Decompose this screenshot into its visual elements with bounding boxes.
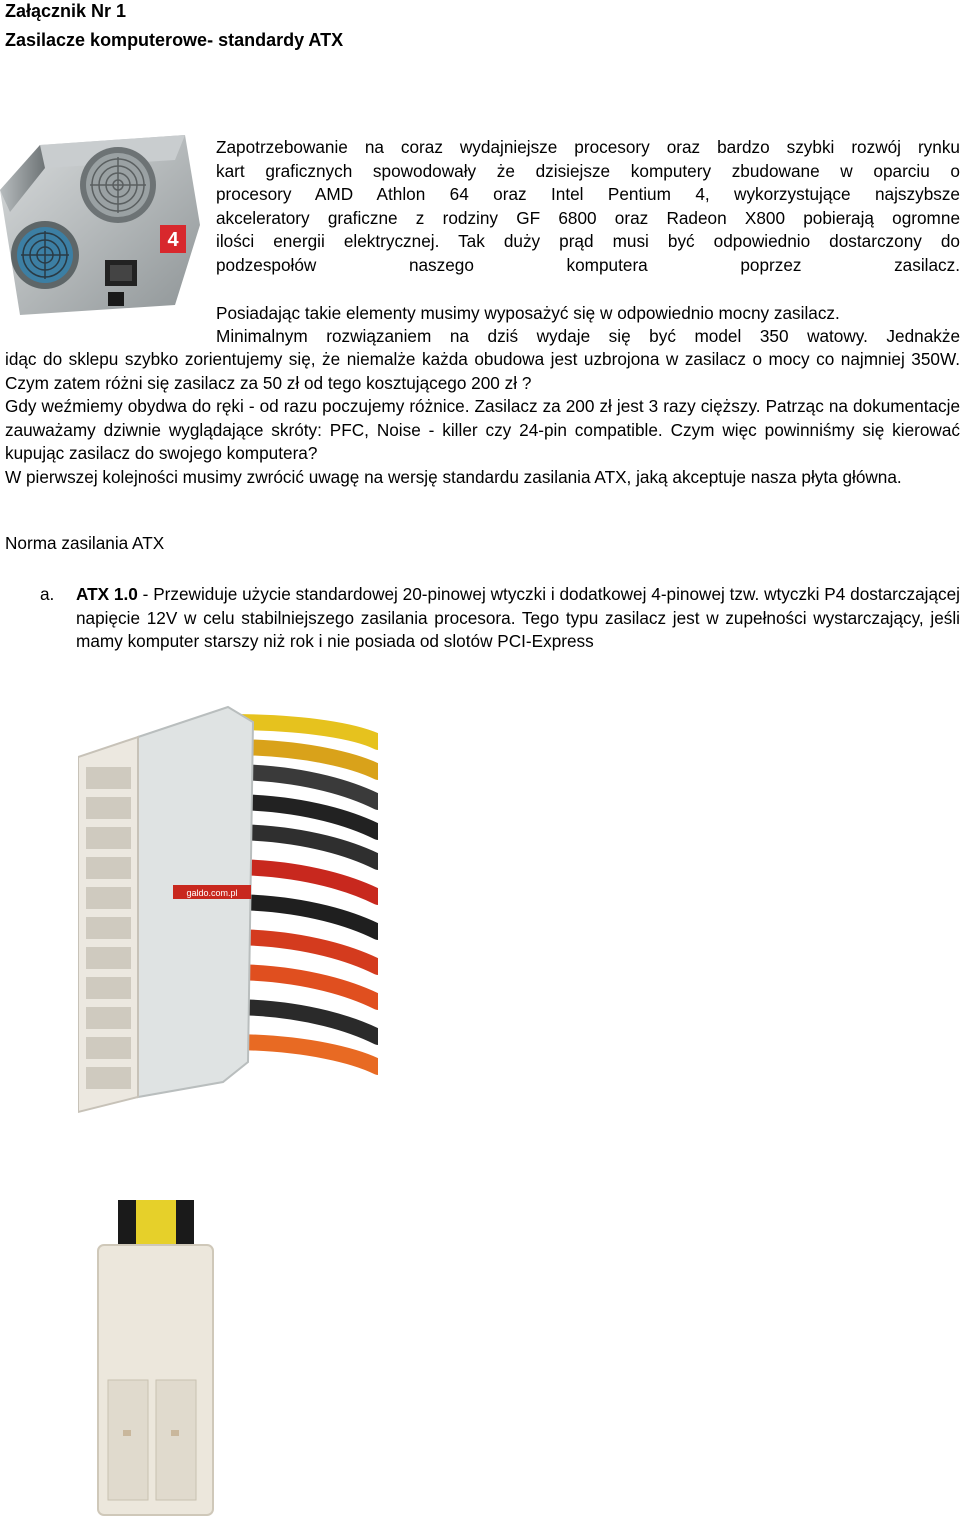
paragraph-line: Minimalnym rozwiązaniem na dziś wydaje się być model 350 watowy. Jednakże — [216, 326, 960, 346]
intro-paragraph — [216, 136, 960, 254]
intro-line: Zapotrzebowanie na coraz wydajniejsze procesory oraz bardzo szybki rozwój rynku — [216, 137, 960, 157]
intro-line: kart graficznych spowodowały że dzisiejsze komputery zbudowane w oparciu o — [216, 160, 960, 181]
intro-last-line: podzespołów naszego komputera poprzez zasilacz. — [216, 255, 960, 275]
list-item-term: ATX 1.0 — [76, 584, 138, 604]
intro-line: akceleratory graficzne z rodziny GF 6800 oraz Radeon X800 pobierają ogromne — [216, 207, 960, 228]
image-watermark: galdo.com.pl — [186, 888, 238, 898]
body-paragraph — [5, 348, 960, 489]
paragraph-text: Gdy weźmiemy obydwa do ręki - od razu poczujemy różnice. Zasilacz za 200 zł jest 3 razy cięższy. Patrząc na dokumentacje zauważamy dziwnie wyglądające skróty: PFC, Noise - killer czy 24-pin compatible. Czym więc powinniśmy się kierować kupując zasilacz do swojego komputera? — [5, 396, 960, 463]
document-title: Zasilacze komputerowe- standardy ATX — [5, 30, 344, 50]
section-heading: Norma zasilania ATX — [5, 533, 165, 553]
p4-connector-image — [78, 1200, 220, 1529]
atx-connector-image — [78, 702, 378, 1122]
paragraph-line: Posiadając takie elementy musimy wyposażyć się w odpowiednio mocny zasilacz. — [216, 303, 840, 323]
list-item — [76, 583, 960, 654]
attachment-heading: Załącznik Nr 1 — [5, 1, 127, 21]
paragraph-text: W pierwszej kolejności musimy zwrócić uwagę na wersję standardu zasilania ATX, jaką akceptuje nasza płyta główna. — [5, 466, 902, 487]
list-marker: a. — [40, 584, 55, 604]
psu-badge-label: 4 — [167, 229, 179, 251]
power-supply-image — [0, 130, 200, 315]
paragraph-text: idąc do sklepu szybko zorientujemy się, że niemalże każda obudowa jest uzbrojona w zasilacz o mocy co najmniej 350W. Czym zatem różni się zasilacz za 50 zł od tego kosztującego 200 zł ? — [5, 349, 960, 393]
intro-line: procesory AMD Athlon 64 oraz Intel Pentium 4, wykorzystujące najszybsze — [216, 184, 960, 204]
intro-line: ilości energii elektrycznej. Tak duży prąd musi być odpowiednio dostarczony do — [216, 231, 960, 251]
list-item-text: - Przewiduje użycie standardowej 20-pinowej wtyczki i dodatkowej 4-pinowej tzw. wtyczki P4 dostarczającej napięcie 12V w celu stabilniejszego zasilania procesora. Tego typu zasilacz jest w zupełności wystarczający, jeśli mamy komputer starszy niż rok i nie posiada od slotów PCI-Express — [76, 584, 960, 651]
